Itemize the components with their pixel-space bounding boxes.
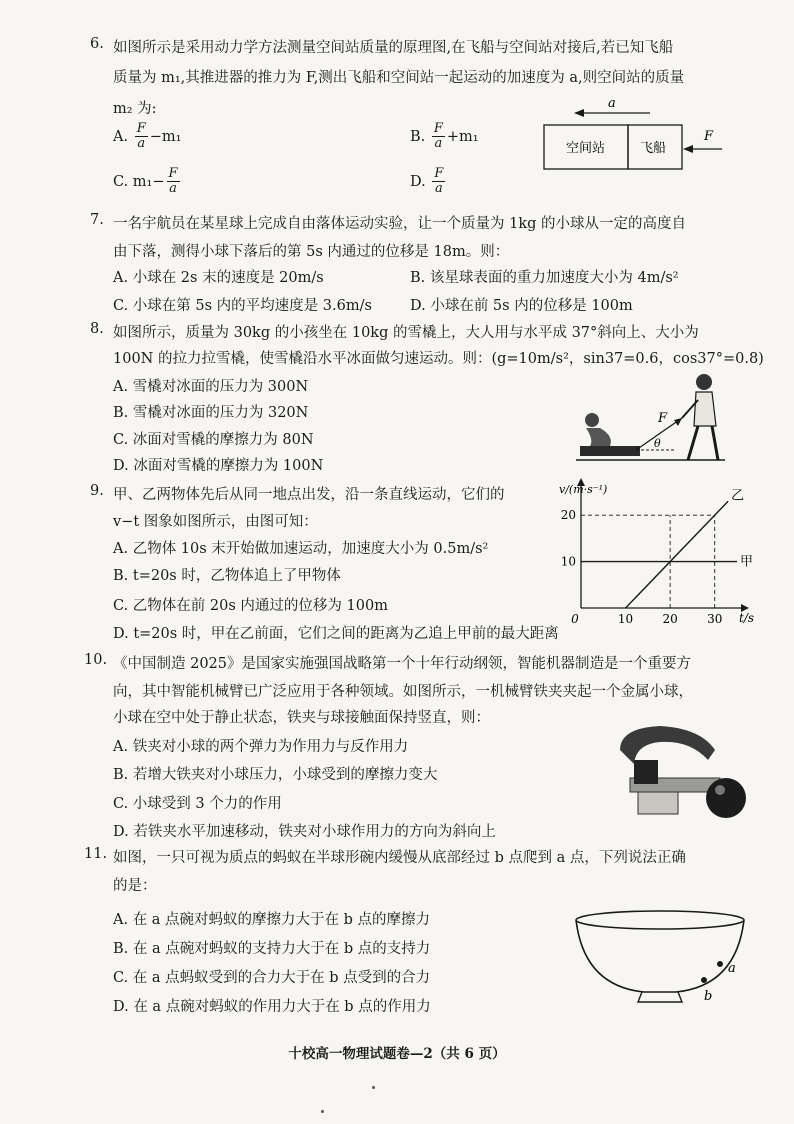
q6-option-b-fraction [432, 122, 445, 152]
q6-option-a-numerator: F [136, 121, 146, 136]
x-tick-label: 20 [662, 612, 678, 626]
q7-stem-line1: 一名宇航员在某星球上完成自由落体运动实验，让一个质量为 1kg 的小球从一定的高度自 [113, 216, 687, 232]
q8-sled-figure [570, 370, 730, 470]
q10-ball-highlight [715, 785, 725, 795]
q6-option-a-fraction [135, 122, 148, 152]
q8-adult-leg-right [712, 426, 718, 460]
y-tick-label: 10 [560, 554, 576, 569]
q7-option-b: B. 该星球表面的重力加速度大小为 4m/s² [410, 270, 679, 286]
scan-speck [372, 1086, 375, 1089]
q10-metal-ball [706, 778, 746, 818]
x-axis-label: t/s [739, 611, 755, 625]
q6-option-a [113, 122, 181, 152]
q6-option-d-label: D. [410, 173, 426, 190]
q10-arm-base [638, 792, 678, 814]
q11-bowl-foot [638, 992, 682, 1002]
y-axis-label: v/(m·s⁻¹) [559, 483, 608, 496]
q6-option-d [410, 167, 447, 197]
q7-option-a: A. 小球在 2s 末的速度是 20m/s [113, 270, 324, 286]
q9-vt-chart [555, 478, 755, 630]
q9-number: 9. [90, 483, 104, 499]
q8-stem-line2: 100N 的拉力拉雪橇，使雪橇沿水平冰面做匀速运动。则：(g=10m/s²，sin37=0.6，cos37°=0.8) [113, 351, 764, 367]
q10-stem-line2: 向，其中智能机械臂已广泛应用于各种领域。如图所示，一机械臂铁夹夹起一个金属小球， [113, 684, 693, 700]
q6-option-a-denominator: a [137, 136, 146, 152]
q11-bowl-figure [570, 908, 750, 1014]
q6-option-b-denominator: a [434, 136, 443, 152]
scan-speck [321, 1110, 324, 1113]
q6-stem-line3: m₂ 为: [113, 101, 157, 117]
q8-option-a: A. 雪橇对冰面的压力为 300N [113, 379, 309, 395]
q9-stem-line1: 甲、乙两物体先后从同一地点出发，沿一条直线运动，它们的 [113, 487, 505, 503]
series-label-1: 乙 [731, 488, 745, 504]
q6-stem-line2: 质量为 m₁,其推进器的推力为 F,测出飞船和空间站一起运动的加速度为 a,则空间站的质量 [113, 70, 685, 86]
q7-number: 7. [90, 212, 104, 228]
q6-option-c-numerator: F [168, 166, 178, 181]
q10-option-d: D. 若铁夹水平加速移动，铁夹对小球作用力的方向为斜向上 [113, 824, 496, 840]
q10-gripper-block [634, 760, 658, 784]
q6-option-b-numerator: F [433, 121, 443, 136]
q11-option-d: D. 在 a 点碗对蚂蚁的作用力大于在 b 点的作用力 [113, 999, 431, 1015]
q6-figure [540, 95, 730, 185]
q6-option-b-tail: +m₁ [446, 128, 479, 145]
q8-number: 8. [90, 321, 104, 337]
q8-adult-leg-left [688, 426, 698, 460]
q6-number: 6. [90, 36, 104, 52]
q6-option-b-label: B. [410, 128, 426, 145]
q11-point-b-label: b [704, 989, 713, 1004]
q6-station-label: 空间站 [566, 141, 606, 156]
q9-option-c: C. 乙物体在前 20s 内通过的位移为 100m [113, 598, 388, 614]
q6-option-c-denominator: a [169, 181, 177, 197]
q8-option-b: B. 雪橇对冰面的压力为 320N [113, 405, 309, 421]
q10-option-c: C. 小球受到 3 个力的作用 [113, 796, 282, 812]
q6-option-c-fraction [167, 167, 180, 197]
q6-option-c-head: m₁− [132, 173, 165, 190]
q6-option-a-tail: −m₁ [149, 128, 182, 145]
q6-option-a-label: A. [113, 128, 129, 145]
series-label-0: 甲 [740, 554, 754, 570]
q8-option-c: C. 冰面对雪橇的摩擦力为 80N [113, 432, 314, 448]
q9-option-b: B. t=20s 时，乙物体追上了甲物体 [113, 568, 341, 584]
q11-ant-at-a [717, 961, 723, 967]
q6-ship-label: 飞船 [640, 141, 667, 156]
q11-option-c: C. 在 a 点蚂蚁受到的合力大于在 b 点受到的合力 [113, 970, 431, 986]
q9-stem-line2: v−t 图象如图所示，由图可知： [113, 514, 318, 530]
q11-option-a: A. 在 a 点碗对蚂蚁的摩擦力大于在 b 点的摩擦力 [113, 912, 431, 928]
q9-option-a: A. 乙物体 10s 末开始做加速运动，加速度大小为 0.5m/s² [113, 541, 489, 557]
q6-option-d-denominator: a [434, 181, 443, 197]
q11-stem-line1: 如图，一只可视为质点的蚂蚁在半球形碗内缓慢从底部经过 b 点爬到 a 点，下列说法正确 [113, 850, 686, 866]
x-tick-label: 10 [617, 612, 634, 626]
q8-child-body [586, 428, 611, 446]
q8-sled [580, 446, 640, 456]
series-line-1 [626, 501, 729, 608]
q7-option-d: D. 小球在前 5s 内的位移是 100m [410, 298, 633, 314]
q6-option-c [113, 167, 182, 197]
q10-stem-line1: 《中国制造 2025》是国家实施强国战略第一个十年行动纲领，智能机器制造是一个重要方 [113, 656, 692, 672]
q10-stem-line3: 小球在空中处于静止状态，铁夹与球接触面保持竖直，则： [113, 710, 490, 726]
q8-child-head [585, 413, 599, 427]
q11-ant-at-b [701, 977, 707, 983]
q10-gripper-upper [620, 726, 715, 764]
q7-stem-line2: 由下落，测得小球下落后的第 5s 内通过的位移是 18m。则： [113, 244, 510, 260]
page-footer: 十校高一物理试题卷—2（共 6 页） [288, 1046, 506, 1062]
q6-stem-line1: 如图所示是采用动力学方法测量空间站质量的原理图,在飞船与空间站对接后,若已知飞船 [113, 40, 674, 56]
q8-force-label: F [658, 411, 668, 426]
q11-point-a-label: a [728, 961, 736, 976]
q8-adult-head [696, 374, 712, 390]
q10-option-b: B. 若增大铁夹对小球压力，小球受到的摩擦力变大 [113, 767, 438, 783]
q10-robot-arm-photo [600, 720, 750, 830]
q6-option-d-fraction [432, 167, 445, 197]
q6-option-b [410, 122, 479, 152]
q8-angle-label: θ [654, 437, 661, 450]
q6-acceleration-arrowhead [574, 109, 584, 117]
q11-option-b: B. 在 a 点碗对蚂蚁的支持力大于在 b 点的支持力 [113, 941, 431, 957]
q8-option-d: D. 冰面对雪橇的摩擦力为 100N [113, 458, 324, 474]
q7-option-c: C. 小球在第 5s 内的平均速度是 3.6m/s [113, 298, 372, 314]
x-tick-label: 0 [571, 612, 579, 626]
q9-option-d: D. t=20s 时，甲在乙前面，它们之间的距离为乙追上甲前的最大距离 [113, 626, 559, 642]
q6-option-c-label: C. [113, 173, 129, 190]
q8-stem-line1: 如图所示，质量为 30kg 的小孩坐在 10kg 的雪橇上，大人用与水平成 37°斜向上、大小为 [113, 325, 699, 341]
q10-number: 10. [84, 652, 108, 668]
q10-option-a: A. 铁夹对小球的两个弹力为作用力与反作用力 [113, 739, 409, 755]
q6-accel-label: a [608, 96, 616, 111]
q11-bowl-rim [576, 911, 744, 929]
q11-stem-line2: 的是： [113, 878, 157, 894]
q6-option-d-numerator: F [434, 166, 444, 181]
q8-adult-body [694, 392, 716, 426]
q11-number: 11. [84, 846, 108, 862]
y-tick-label: 20 [560, 508, 576, 523]
q6-force-label: F [704, 129, 714, 144]
x-tick-label: 30 [707, 612, 723, 626]
q11-bowl-body [576, 920, 744, 992]
q6-force-arrowhead [683, 145, 693, 153]
